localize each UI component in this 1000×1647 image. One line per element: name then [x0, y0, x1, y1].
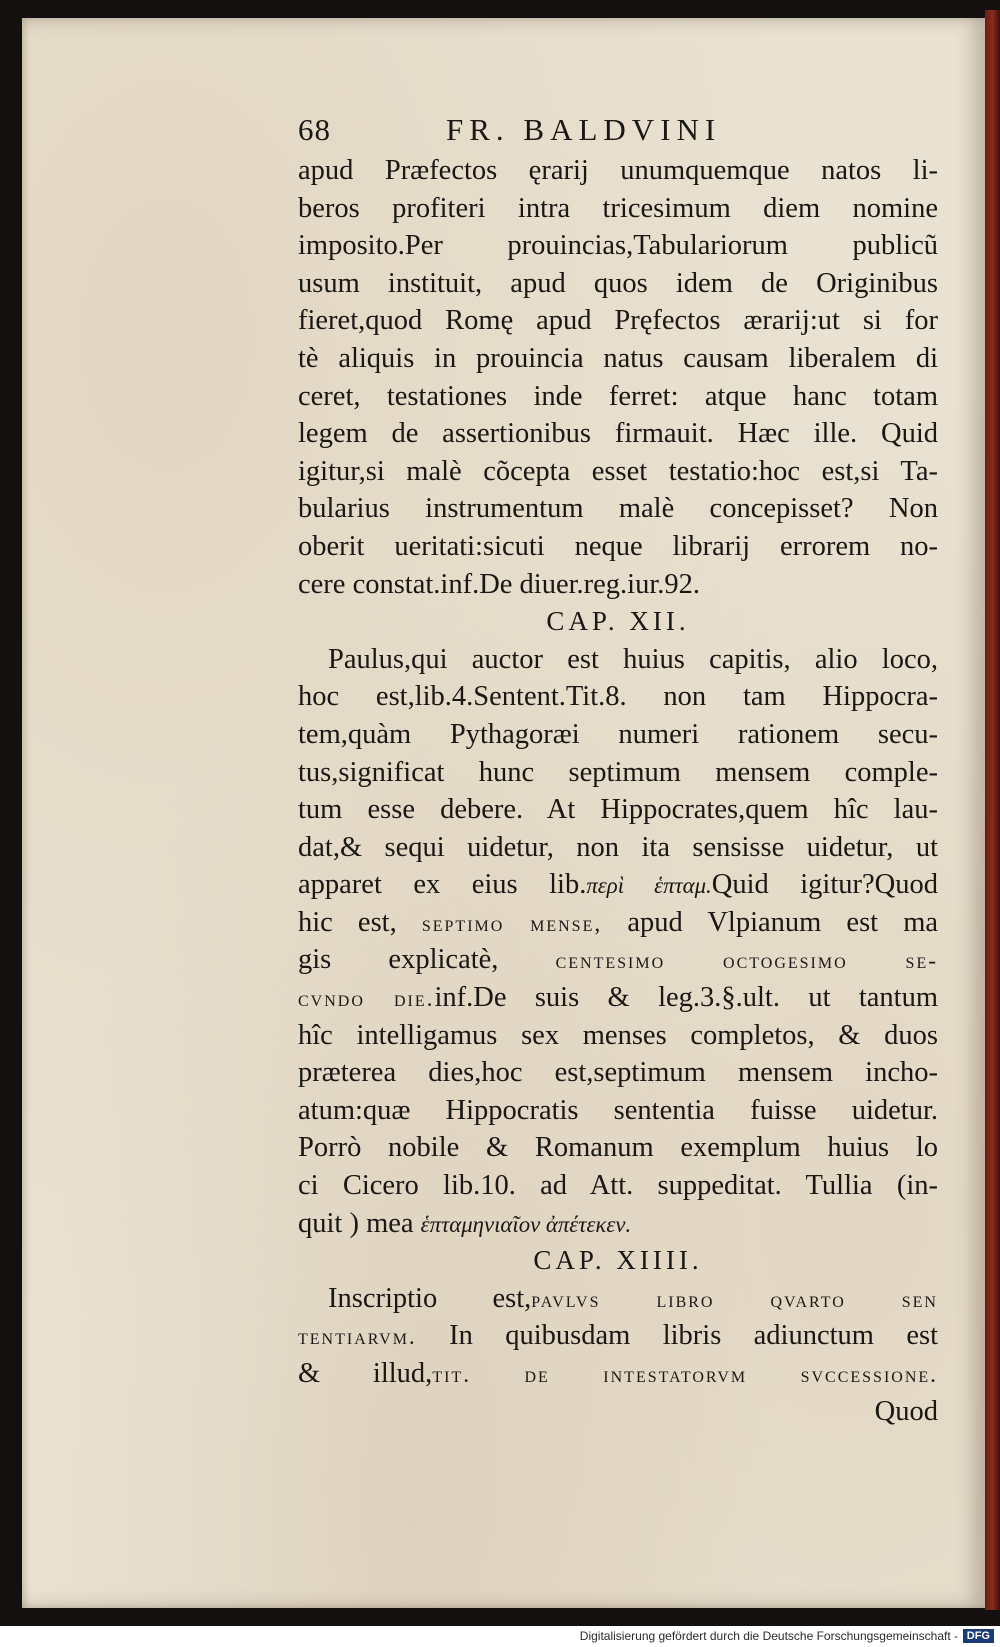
text-fragment: inf.De suis & leg.3.§.ult. ut tantum [434, 982, 938, 1014]
greek-text: περὶ ἑπταμ. [586, 873, 712, 899]
text-line: atum:quæ Hippocratis sententia fuisse uidetur. [298, 1094, 938, 1126]
text-line: tum esse debere. At Hippocrates,quem hîc lau- [298, 794, 938, 826]
small-caps-text: tentiarvm. [298, 1324, 417, 1351]
book-cover-edge [985, 10, 1000, 1610]
text-line: beros profiteri intra tricesimum diem nomine [298, 192, 938, 224]
catchword: Quod [874, 1395, 938, 1427]
text-line [298, 904, 938, 942]
text-line: bularius instrumentum malè concepisset? Non [298, 493, 938, 525]
text-fragment: apparet ex eius lib. [298, 869, 587, 901]
text-line: tè aliquis in prouincia natus causam liberalem di [298, 342, 938, 374]
text-line: usum instituit, apud quos idem de Originibus [298, 267, 938, 299]
small-caps-text: pavlvs libro qvarto sen [531, 1286, 938, 1313]
text-fragment: Inscriptio est, [328, 1282, 532, 1314]
text-fragment: hic est, [298, 906, 397, 938]
page-text [298, 152, 938, 1430]
text-line: Porrò nobile & Romanum exemplum huius lo [298, 1132, 938, 1164]
text-line: legem de assertionibus firmauit. Hæc ille. Quid [298, 418, 938, 450]
text-line: hoc est,lib.4.Sentent.Tit.8. non tam Hippocra- [298, 681, 938, 713]
text-line: imposito.Per prouincias,Tabulariorum publicũ [298, 230, 938, 262]
text-line [298, 1317, 938, 1355]
text-line: præterea dies,hoc est,septimum mensem incho- [298, 1057, 938, 1089]
page-number: 68 [298, 112, 331, 147]
text-line [298, 1355, 938, 1393]
text-line [298, 979, 938, 1017]
footer-credit: Digitalisierung gefördert durch die Deutsche Forschungsgemeinschaft - [579, 1629, 958, 1643]
small-caps-text: cvndo die. [298, 986, 435, 1013]
text-line: apud Præfectos ęrarij unumquemque natos li- [298, 155, 938, 186]
text-line [298, 1205, 938, 1243]
text-line: dat,& sequi uidetur, non ita sensisse uidetur, ut [298, 831, 938, 863]
text-line [298, 866, 938, 904]
text-line: Paulus,qui auctor est huius capitis, alio loco, [328, 643, 938, 675]
text-line: tus,significat hunc septimum mensem comple- [298, 756, 938, 788]
text-line: tem,quàm Pythagoræi numeri rationem secu- [298, 718, 938, 750]
text-line [298, 1280, 938, 1318]
greek-text: ἑπταμηνιαῖον ἀπέτεκεν. [420, 1211, 632, 1237]
text-line: ci Cicero lib.10. ad Att. suppeditat. Tullia (in- [298, 1170, 938, 1202]
text-line: cere constat.inf.De diuer.reg.iur.92. [298, 568, 701, 600]
text-line: fieret,quod Romę apud Pręfectos ærarij:ut si for [298, 305, 938, 337]
text-fragment: apud Vlpianum est ma [602, 906, 938, 938]
text-fragment: Quid igitur?Quod [711, 869, 938, 901]
text-line: hîc intelligamus sex menses completos, & duos [298, 1019, 938, 1051]
text-fragment: gis explicatè, [298, 944, 499, 976]
text-line [298, 941, 938, 979]
text-line: oberit ueritati:sicuti neque librarij errorem no- [298, 530, 938, 562]
text-line: ceret, testationes inde ferret: atque hanc totam [298, 380, 938, 412]
chapter-heading-12: CAP. XII. [546, 606, 690, 637]
text-fragment: quit ) mea [298, 1207, 421, 1239]
small-caps-text: tit. de intestatorvm svccessione. [432, 1362, 938, 1388]
text-fragment: In quibusdam libris adiunctum est [416, 1320, 938, 1352]
text-line: igitur,si malè cõcepta esset testatio:hoc est,si Ta- [298, 455, 938, 487]
chapter-heading-14: CAP. XIIII. [533, 1245, 703, 1276]
dfg-logo: DFG [963, 1629, 994, 1643]
small-caps-text: centesimo octogesimo se- [555, 948, 938, 975]
running-title: FR. BALDVINI [446, 112, 722, 147]
small-caps-text: septimo mense, [421, 910, 603, 937]
text-fragment: & illud, [298, 1358, 433, 1389]
